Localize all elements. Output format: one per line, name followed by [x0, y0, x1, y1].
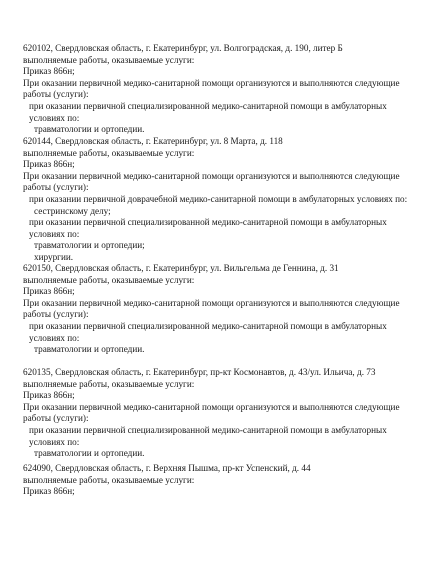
entry-specialty: травматологии и ортопедии.	[34, 448, 145, 459]
address-entry	[23, 43, 415, 136]
entry-order: Приказ 866н;	[23, 486, 75, 497]
entry-specialty: сестринскому делу;	[34, 205, 111, 216]
entry-specialty: травматологии и ортопедии;	[34, 240, 145, 251]
entry-address: 620144, Свердловская область, г. Екатеринбург, ул. 8 Марта, д. 118	[23, 136, 283, 146]
entry-subclause: при оказании первичной доврачебной медико-санитарной помощи в амбулаторных условиях по:	[29, 193, 408, 204]
entry-clause: При оказании первичной медико-санитарной помощи организуются и выполняются следующие работы (услуги):	[23, 401, 400, 424]
entry-subclause: при оказании первичной специализированной медико-санитарной помощи в амбулаторных условиях по:	[29, 424, 387, 447]
entry-specialty: травматологии и ортопедии.	[34, 344, 145, 355]
entry-works-label: выполняемые работы, оказываемые услуги:	[23, 274, 195, 285]
entry-clause: При оказании первичной медико-санитарной помощи организуются и выполняются следующие работы (услуги):	[23, 77, 400, 100]
entry-order: Приказ 866н;	[23, 286, 75, 297]
entry-order: Приказ 866н;	[23, 66, 75, 77]
entry-order: Приказ 866н;	[23, 159, 75, 170]
address-entry	[23, 263, 415, 356]
entry-works-label: выполняемые работы, оказываемые услуги:	[23, 147, 195, 158]
entry-address: 620135, Свердловская область, г. Екатеринбург, пр-кт Космонавтов, д. 43/ул. Ильича, д. 73	[23, 367, 376, 377]
entry-clause: При оказании первичной медико-санитарной помощи организуются и выполняются следующие работы (услуги):	[23, 297, 400, 320]
entry-subclause: при оказании первичной специализированной медико-санитарной помощи в амбулаторных условиях по:	[29, 217, 387, 239]
entry-subclause: при оказании первичной специализированной медико-санитарной помощи в амбулаторных условиях по:	[29, 100, 387, 123]
entry-address: 620150, Свердловская область, г. Екатеринбург, ул. Вильгельма де Геннина, д. 31	[23, 263, 339, 273]
entry-specialty: травматологии и ортопедии.	[34, 124, 145, 135]
address-entry	[23, 367, 415, 460]
entry-clause: При оказании первичной медико-санитарной помощи организуются и выполняются следующие работы (услуги):	[23, 170, 400, 193]
entry-order: Приказ 866н;	[23, 390, 75, 401]
entry-address: 624090, Свердловская область, г. Верхняя Пышма, пр-кт Успенский, д. 44	[23, 463, 311, 473]
entry-works-label: выполняемые работы, оказываемые услуги:	[23, 378, 195, 389]
address-entry	[23, 136, 415, 264]
entry-works-label: выполняемые работы, оказываемые услуги:	[23, 54, 195, 65]
entry-address: 620102, Свердловская область, г. Екатеринбург, ул. Волгоградская, д. 190, литер Б	[23, 43, 343, 53]
entry-subclause: при оказании первичной специализированной медико-санитарной помощи в амбулаторных условиях по:	[29, 320, 387, 343]
entry-works-label: выполняемые работы, оказываемые услуги:	[23, 474, 195, 485]
address-entry	[23, 463, 415, 498]
entry-specialty: хирургии.	[34, 251, 74, 262]
